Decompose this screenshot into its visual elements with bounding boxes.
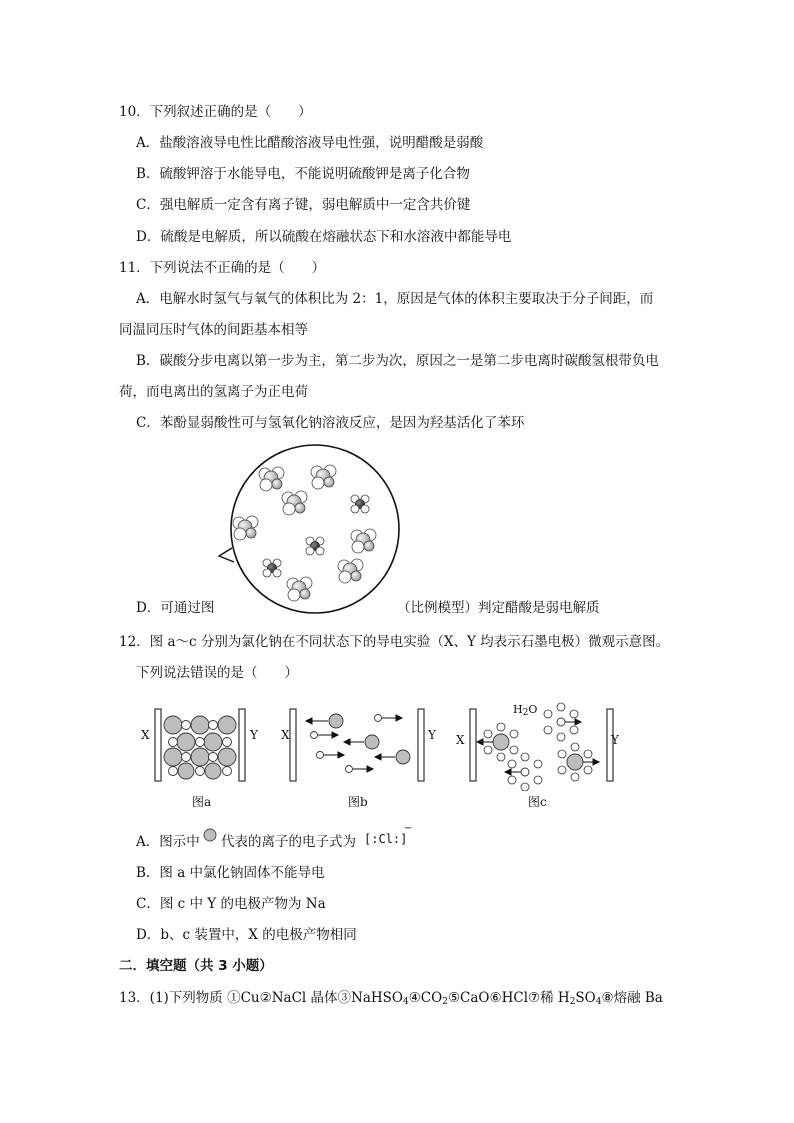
q11-option-c: C．苯酚显弱酸性可与氢氧化钠溶液反应，是因为羟基活化了苯环	[136, 415, 525, 431]
q10-option-c: C．强电解质一定含有离子键，弱电解质中一定含共价键	[136, 197, 471, 213]
fig-a-x-label: X	[141, 728, 150, 742]
charge-sign: −	[404, 823, 413, 834]
fig-c-caption: 图c	[528, 795, 547, 809]
electrode-y-bar	[418, 709, 424, 781]
fig-c-y-label: Y	[611, 733, 619, 747]
q11-option-a-line2: 同温同压时气体的间距基本相等	[119, 322, 308, 338]
pointer-notch	[219, 548, 234, 562]
q13-stem: 13．(1)下列物质 ①Cu②NaCl 晶体$③NaHSO_4④CO_2⑤CaO⑥HCl⑦$稀 $H_2SO_4⑧$熔融 Ba	[119, 990, 663, 1007]
fig-c-x-label: X	[456, 733, 465, 747]
space-filling-model-figure	[215, 440, 405, 615]
q11-option-a-line1: A．电解水时氢气与氧气的体积比为 2：1，原因是气体的体积主要取决于分子间距，而	[136, 291, 654, 307]
ion-symbol-icon	[203, 828, 217, 842]
q11-stem: 11．下列说法不正确的是（ ）	[119, 260, 326, 276]
q10-stem: 10．下列叙述正确的是（ ）	[119, 104, 312, 120]
fig-b-caption: 图b	[348, 795, 368, 809]
electrode-x-bar	[290, 709, 296, 781]
q12-option-a-prefix: A．图示中	[136, 834, 200, 850]
figure-b	[280, 705, 440, 785]
fig-b-x-label: X	[281, 728, 290, 742]
q12-option-d: D．b、c 装置中，X 的电极产物相同	[136, 927, 357, 943]
q11-option-d-suffix: （比例模型）判定醋酸是弱电解质	[397, 600, 600, 616]
electrode-x-bar	[155, 709, 161, 781]
q12-stem-line1: 12．图 a～c 分别为氯化钠在不同状态下的导电实验（X、Y 均表示石墨电极）微观示意图。	[119, 634, 670, 650]
fig-a-y-label: Y	[250, 728, 258, 742]
q11-option-b-line2: 荷，而电离出的氢离子为正电荷	[119, 384, 308, 400]
q12-stem-line2: 下列说法错误的是（ ）	[136, 665, 298, 681]
electrode-x-bar	[470, 709, 476, 781]
q10-option-a: A．盐酸溶液导电性比醋酸溶液导电性强，说明醋酸是弱酸	[136, 135, 484, 151]
q11-option-d-prefix: D．可通过图	[136, 600, 215, 616]
q12-option-c: C．图 c 中 Y 的电极产物为 Na	[136, 896, 326, 912]
q11-option-b-line1: B．碳酸分步电离以第一步为主，第二步为次，原因之一是第二步电离时碳酸氢根带负电	[136, 353, 659, 369]
section-heading: 二．填空题（共 3 小题）	[119, 958, 273, 974]
q12-option-b: B．图 a 中氯化钠固体不能导电	[136, 865, 325, 881]
water-label: $H_2O$	[513, 703, 538, 718]
q10-option-b: B．硫酸钾溶于水能导电，不能说明硫酸钾是离子化合物	[136, 166, 470, 182]
figure-c	[455, 696, 630, 791]
electron-formula: [:Cl:]	[364, 832, 408, 846]
figure-a	[140, 705, 265, 785]
electrode-y-bar	[239, 709, 245, 781]
fig-b-y-label: Y	[428, 728, 436, 742]
q10-option-d: D．硫酸是电解质，所以硫酸在熔融状态下和水溶液中都能导电	[136, 229, 512, 245]
q12-option-a-middle: 代表的离子的电子式为	[221, 834, 356, 850]
fig-a-caption: 图a	[192, 795, 212, 809]
